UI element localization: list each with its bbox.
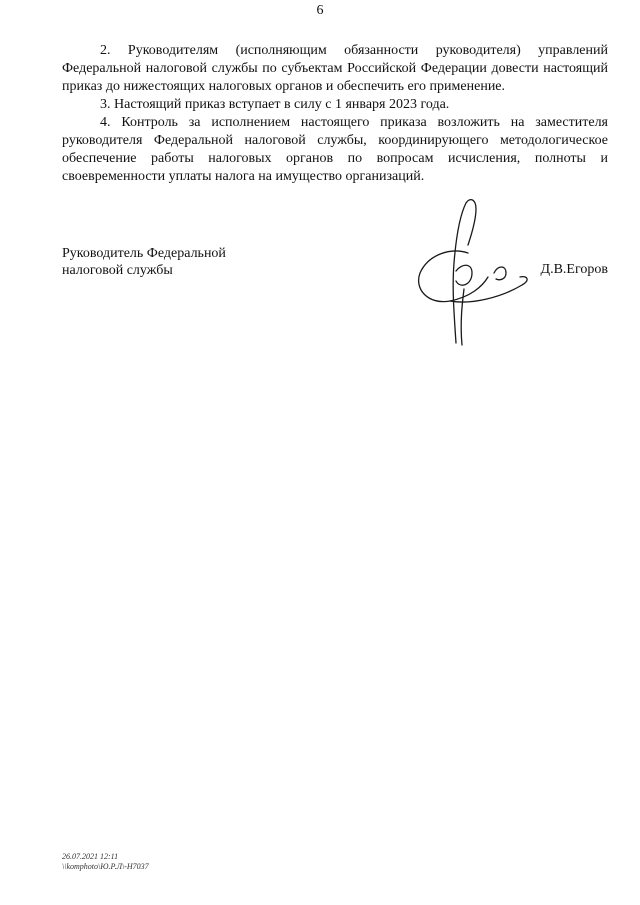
document-body: [62, 42, 608, 186]
signer-title-line2: налоговой службы: [62, 263, 173, 278]
page-number: 6: [316, 3, 324, 18]
signature-block: [62, 245, 608, 355]
handwritten-signature: [410, 193, 540, 353]
footer-file-path: \\komphoto\Ю.Р.Л\-Н7037: [62, 862, 149, 871]
paragraph-2: 2. Руководителям (исполняющим обязанности руководителя) управлений Федеральной налоговой службы по субъектам Российской Федерации довести настоящий приказ до нижестоящих налоговых органов и обеспечить его применение.: [62, 43, 608, 94]
paragraph-3: 3. Настоящий приказ вступает в силу с 1 января 2023 года.: [100, 97, 450, 112]
document-footer: [62, 852, 149, 872]
footer-date: 26.07.2021 12:11: [62, 852, 119, 861]
signer-title: [62, 245, 302, 279]
paragraph-4: 4. Контроль за исполнением настоящего приказа возложить на заместителя руководителя Федеральной налоговой службы, координирующего методологическое обеспечение работы налоговых органов по вопросам исчисления, полноты и своевременности уплаты налога на имущество организаций.: [62, 115, 608, 184]
signer-name: Д.В.Егоров: [540, 262, 608, 277]
signer-title-line1: Руководитель Федеральной: [62, 246, 226, 261]
